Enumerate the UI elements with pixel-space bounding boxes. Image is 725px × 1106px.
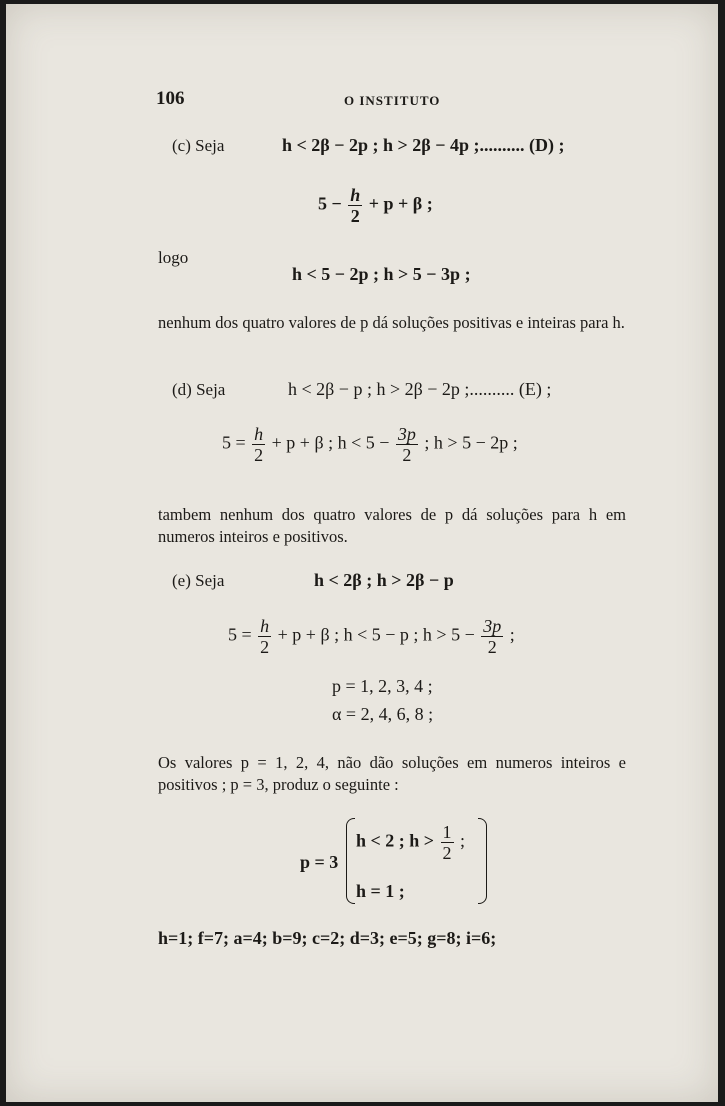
p-values: p = 1, 2, 3, 4 ; — [332, 676, 433, 696]
fraction-3p-2: $\frac{3p}{2}$ — [483, 616, 502, 657]
fraction: $\frac{h}{2}$ — [350, 185, 361, 226]
case-d-condition: h < 2β − p ; h > 2β − 2p ;.......... (E) ; — [288, 379, 552, 399]
right-brace — [478, 818, 487, 904]
case-c-label: (c) Seja — [172, 136, 225, 155]
fraction-3p-2: $\frac{3p}{2}$ — [397, 424, 416, 465]
left-brace — [346, 818, 355, 904]
case-c-condition: h < 2β − 2p ; h > 2β − 4p ;.......... (D) ; — [282, 135, 565, 155]
case-e-condition: h < 2β ; h > 2β − p — [314, 570, 454, 590]
eq-suffix: + p + β ; — [368, 193, 433, 214]
fraction-h-2: $\frac{h}{2}$ — [260, 616, 270, 657]
system-lhs: p = 3 — [300, 852, 339, 872]
case-d-equation: 5 = $\frac{h}{2}$ + p + β ; h < 5 − $\frac{3p}{2}$ ; h > 5 − 2p ; — [222, 424, 518, 465]
book-page — [6, 4, 718, 1102]
case-c-text: nenhum dos quatro valores de p dá soluções positivas e inteiras para h. — [158, 313, 625, 332]
logo-word: logo — [158, 248, 189, 267]
case-c-equation — [318, 185, 433, 226]
case-d-label: (d) Seja — [172, 380, 226, 399]
case-e-equation: 5 = $\frac{h}{2}$ + p + β ; h < 5 − p ; h > 5 − $\frac{3p}{2}$ ; — [228, 616, 515, 657]
alpha-values: α = 2, 4, 6, 8 ; — [332, 704, 434, 724]
fraction-h-2: $\frac{h}{2}$ — [254, 424, 264, 465]
case-d-text: tambem nenhum dos quatro valores de p dá soluções para h em numeros inteiros e positivos. — [158, 505, 626, 546]
system-row-2: h = 1 ; — [356, 881, 405, 901]
fraction-1-2: $\frac{1}{2}$ — [442, 822, 452, 863]
eq-prefix: 5 − — [318, 193, 342, 214]
case-e-label: (e) Seja — [172, 571, 225, 590]
running-title: O INSTITUTO — [344, 93, 441, 108]
final-solution-line: h=1; f=7; a=4; b=9; c=2; d=3; e=5; g=8; i=6; — [158, 928, 497, 948]
case-c-result: h < 5 − 2p ; h > 5 − 3p ; — [292, 264, 471, 284]
case-e-text: Os valores p = 1, 2, 4, não dão soluções em numeros inteiros e positivos ; p = 3, produz o seguinte : — [158, 753, 626, 794]
page-number: 106 — [156, 88, 185, 109]
system-row-1: h < 2 ; h > $\frac{1}{2}$ ; — [356, 822, 466, 863]
